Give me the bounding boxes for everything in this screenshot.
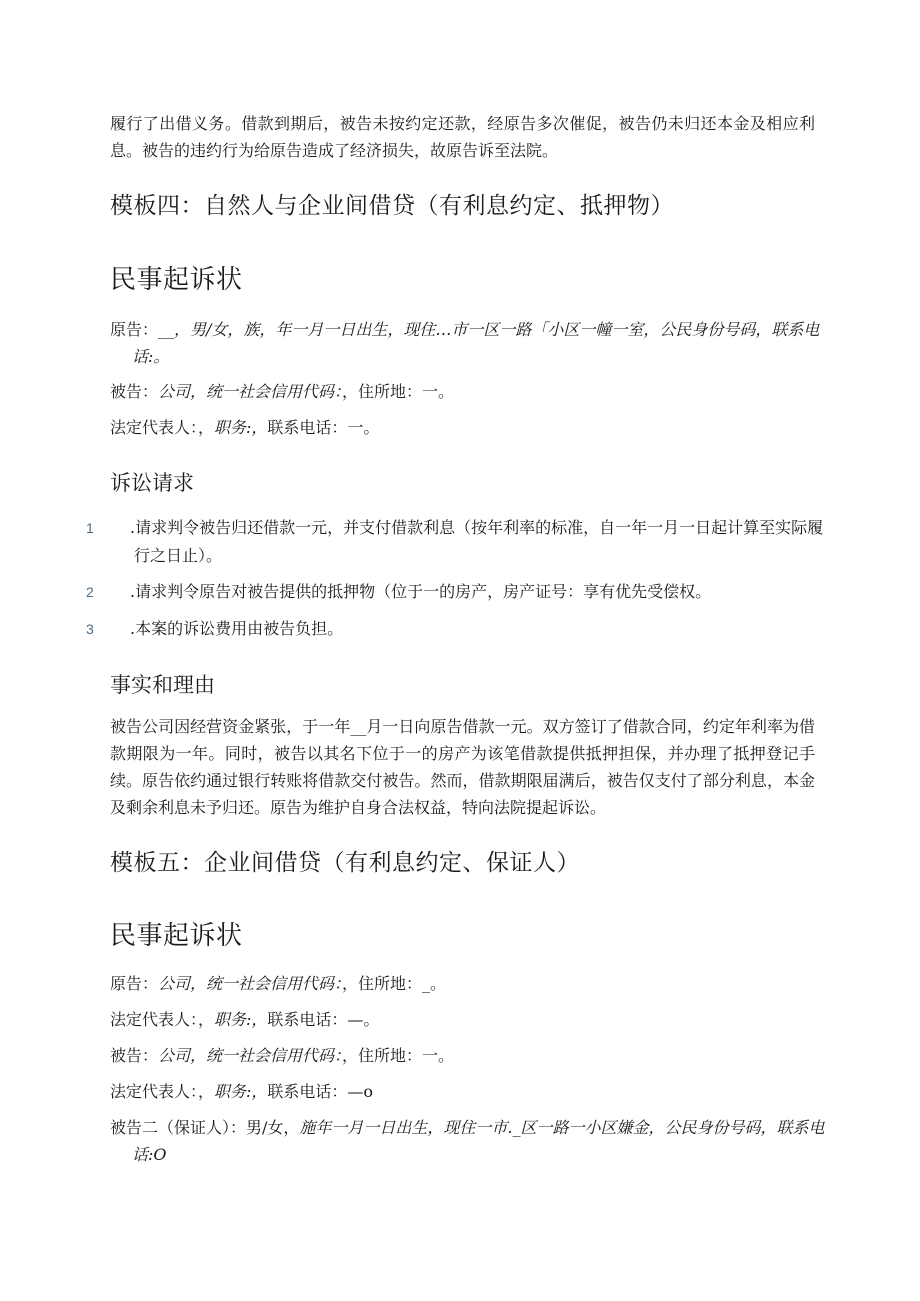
rep-rest: 联系电话：—o: [267, 1082, 374, 1101]
claim-number: 2: [86, 584, 94, 600]
defendant-italic: 公司，统一社会信用代码：: [158, 1046, 343, 1065]
template4-defendant: [110, 378, 815, 405]
claim-item: [86, 578, 839, 606]
claim-item: [86, 615, 839, 643]
rep-label: 法定代表人：，: [110, 1082, 215, 1101]
template5-title: 民事起诉状: [110, 921, 243, 951]
claim-item: [86, 514, 839, 569]
defendant-rest: ，住所地：一。: [342, 1046, 455, 1065]
claim-text: .请求判令原告对被告提供的抵押物（位于一的房产，房产证号：享有优先受偿权。: [130, 582, 712, 601]
template4-title: 民事起诉状: [110, 265, 243, 295]
claim-text: .请求判令被告归还借款一元，并支付借款利息（按年利率的标准，自一年一月一日起计算至实际履行之日止）。: [130, 518, 824, 565]
claim-text: .本案的诉讼费用由被告负担。: [130, 619, 344, 638]
guarantor-label: 被告二（保证人）：男/女，: [110, 1118, 300, 1137]
facts-heading: 事实和理由: [110, 673, 215, 697]
template5-representative-1: [110, 1006, 815, 1033]
rep-label: 法定代表人：，: [110, 418, 215, 437]
template4-plaintiff: [110, 316, 837, 370]
claims-heading: 诉讼请求: [110, 471, 194, 495]
rep-rest: 联系电话：一。: [267, 418, 380, 437]
claim-number: 3: [86, 621, 94, 637]
claim-number: 1: [86, 520, 94, 536]
template5-guarantor: [110, 1114, 837, 1168]
rep-label: 法定代表人：，: [110, 1010, 215, 1029]
rep-rest: 联系电话：—。: [267, 1010, 380, 1029]
rep-italic: 职务:，: [214, 1010, 268, 1029]
template5-heading: 模板五：企业间借贷（有利息约定、保证人）: [110, 850, 580, 876]
plaintiff-rest: ，住所地：_。: [342, 974, 447, 993]
template4-representative: [110, 414, 815, 441]
template4-heading: 模板四：自然人与企业间借贷（有利息约定、抵押物）: [110, 193, 674, 219]
defendant-label: 被告：: [110, 1046, 159, 1065]
plaintiff-italic: 公司，统一社会信用代码：: [158, 974, 343, 993]
template5-representative-2: [110, 1078, 815, 1105]
defendant-italic: 公司，统一社会信用代码：: [158, 382, 343, 401]
template5-defendant: [110, 1042, 815, 1069]
plaintiff-text: __，男/女，族，年一月一日出生，现住…市一区一路「小区一幢一室，公民身份号码，联系电话:。: [132, 320, 820, 366]
guarantor-italic: 施年一月一日出生，现住一市._区一路一小区嫌金，公民身份号码，联系电话:O: [132, 1118, 825, 1164]
plaintiff-label: 原告：: [110, 974, 159, 993]
defendant-rest: ，住所地：一。: [342, 382, 455, 401]
rep-italic: 职务:，: [214, 418, 268, 437]
plaintiff-label: 原告：: [110, 320, 159, 339]
defendant-label: 被告：: [110, 382, 159, 401]
intro-paragraph: 履行了出借义务。借款到期后，被告未按约定还款，经原告多次催促，被告仍未归还本金及相应利息。被告的违约行为给原告造成了经济损失，故原告诉至法院。: [110, 114, 815, 160]
template5-plaintiff: [110, 970, 815, 997]
rep-italic: 职务:，: [214, 1082, 268, 1101]
facts-paragraph: 被告公司因经营资金紧张，于一年__月一日向原告借款一元。双方签订了借款合同，约定年利率为借款期限为一年。同时，被告以其名下位于一的房产为该笔借款提供抵押担保，并办理了抵押登记手续。原告依约通过银行转账将借款交付被告。然而，借款期限届满后，被告仅支付了部分利息，本金及剩余利息未予归还。原告为维护自身合法权益，特向法院提起诉讼。: [110, 717, 815, 817]
